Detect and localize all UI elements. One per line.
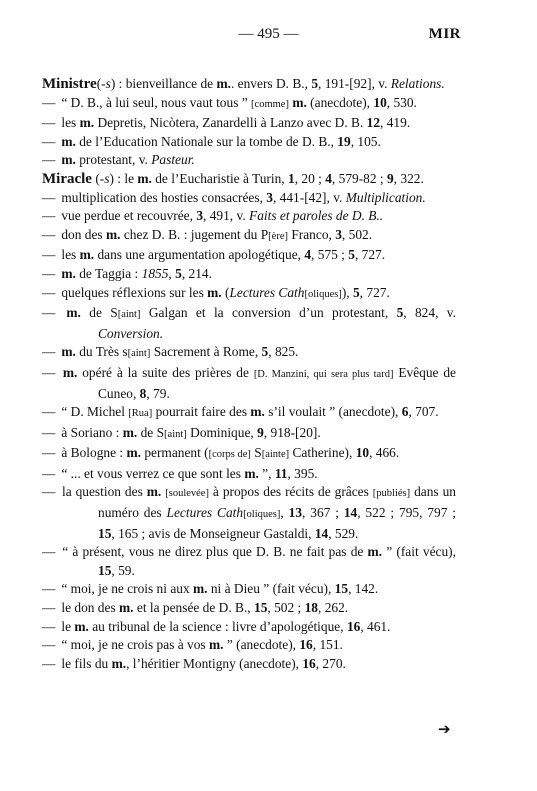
entry-text: , 395. [287, 465, 318, 481]
entry-text: , 918-[20]. [263, 424, 321, 440]
entry-text: “ D. Michel [61, 404, 129, 420]
index-subentry [42, 483, 456, 543]
index-subentry [42, 465, 456, 484]
entry-text: m. [74, 618, 89, 634]
entry-text: [ère] [268, 230, 288, 242]
entry-text: 15 [334, 581, 349, 597]
entry-text: [oliques] [304, 288, 342, 300]
entry-text: , 824, v. [403, 305, 456, 321]
entry-text: , 530. [386, 94, 417, 110]
entry-text: m. [207, 284, 222, 300]
entry-text: chez D. B. : jugement du P [120, 226, 269, 242]
entry-text: (anecdote), [306, 94, 374, 110]
entry-text: ( [221, 284, 230, 300]
entry-text: “ D. B., à lui seul, nous vaut tous ” [61, 94, 252, 110]
entry-dash: — [42, 94, 56, 110]
entry-text: m. [146, 484, 162, 500]
index-subentry [42, 114, 456, 133]
entry-dash: — [42, 208, 56, 224]
entry-text: [Rua] [128, 408, 153, 420]
entry-text: m. [367, 544, 383, 560]
entry-text: 16 [346, 618, 361, 634]
entry-text: m. [292, 94, 307, 110]
entry-text: 5 [352, 284, 360, 300]
entry-text: de l’Eucharistie à Turin, [151, 170, 288, 186]
index-subentry [42, 304, 456, 343]
entry-dash: — [42, 284, 56, 300]
entry-text: don des [61, 226, 106, 242]
entry-dash: — [42, 618, 56, 634]
entry-text: , 142. [348, 581, 379, 597]
running-head: MIR [428, 26, 461, 42]
entry-text: quelques réflexions sur les [61, 284, 208, 300]
entry-text: m. [79, 115, 95, 131]
entry-text: ) : [110, 76, 126, 91]
entry-text: [aint] [117, 309, 141, 321]
entry-dash: — [42, 424, 56, 440]
entry-dash: — [42, 305, 56, 321]
index-subentry [42, 133, 456, 152]
entry-dash: — [42, 581, 56, 597]
index-subentry [42, 94, 456, 115]
entry-text: multiplication des hosties consacrées, [61, 189, 267, 205]
entry-text: 14 [314, 525, 329, 541]
entry-text: “ moi, je ne crois ni aux [61, 581, 193, 597]
entry-text: “ à présent, vous ne direz plus que D. B. ne fait pas de [62, 544, 368, 560]
entry-text: , 825. [268, 344, 299, 360]
entry-text: , [280, 505, 289, 521]
index-subentry [42, 543, 456, 580]
page-number: — 495 — [238, 26, 299, 42]
entry-text: ” (fait vécu), [382, 544, 456, 560]
entry-text: s’il voulait ” (anecdote), [264, 404, 402, 420]
entry-text: du Très s [75, 344, 128, 360]
index-subentry [42, 207, 456, 226]
entry-text: , 575 ; [311, 247, 349, 263]
entry-text: s [104, 170, 110, 186]
entry-text: Franco, [287, 226, 336, 242]
entry-text: 12 [366, 115, 381, 131]
entry-text: , 529. [328, 525, 359, 541]
entry-text: 10 [355, 445, 370, 461]
index-entries [42, 75, 456, 673]
entry-dash: — [42, 655, 56, 671]
entry-text: m. [79, 247, 95, 263]
entry-text: opéré à la suite des prières de [77, 364, 254, 380]
index-subentry [42, 580, 456, 599]
entry-text: , 727. [359, 284, 390, 300]
entry-text: , 151. [312, 637, 343, 653]
entry-text: 13 [288, 505, 303, 521]
index-subentry [42, 403, 456, 424]
entry-dash: — [42, 600, 56, 616]
entry-text: , 466. [369, 445, 400, 461]
entry-dash: — [42, 465, 56, 481]
entry-text: Depretis, Nicòtera, Zanardelli à Lanzo avec D. B. [94, 115, 367, 131]
entry-text: m. [244, 465, 259, 481]
entry-text: Lectures Cath [229, 284, 305, 300]
entry-text: [soulevée] [165, 488, 209, 500]
index-subentry [42, 618, 456, 637]
index-subentry [42, 265, 456, 284]
entry-text: , [168, 265, 176, 281]
entry-text: , 214. [181, 265, 212, 281]
entry-text: 11 [274, 465, 288, 481]
entry-text: 5 [396, 305, 404, 321]
entry-text: , 707. [408, 404, 439, 420]
entry-text: le don des [61, 600, 120, 616]
entry-text: à Soriano : [61, 424, 123, 440]
entry-text: les [61, 115, 80, 131]
entry-dash: — [42, 247, 56, 263]
entry-text: m. [122, 424, 138, 440]
entry-text: m. [61, 344, 76, 360]
entry-text: 1 [288, 170, 295, 186]
entry-text: Galgan et la conversion d’un protestant, [140, 305, 397, 321]
index-subentry [42, 189, 456, 208]
entry-text: et la pensée de D. B., [133, 600, 255, 616]
entry-text: [aint] [164, 428, 187, 440]
entry-dash: — [42, 115, 56, 131]
entry-text: (- [91, 170, 105, 186]
entry-text: . envers D. B., [230, 76, 312, 91]
entry-text: 9 [386, 170, 394, 186]
entry-text: Conversion. [98, 325, 164, 341]
entry-text: , 579-82 ; [331, 170, 387, 186]
entry-text: protestant, v. [75, 152, 152, 168]
entry-text: m. [111, 655, 127, 671]
entry-text: ” (anecdote), [223, 637, 300, 653]
entry-text: m. [66, 305, 81, 321]
index-subentry [42, 364, 456, 403]
entry-text: (- [96, 76, 106, 91]
entry-text: , 502. [341, 226, 373, 242]
entry-text: 5 [175, 265, 182, 281]
entry-text: 3 [196, 208, 204, 224]
entry-text: m. [250, 404, 265, 420]
index-subentry [42, 636, 456, 655]
entry-text: Lectures Cath [166, 505, 244, 521]
entry-dash: — [42, 364, 56, 380]
entry-text: “ ... et vous verrez ce que sont les [61, 465, 245, 481]
entry-text: m. [137, 170, 152, 186]
entry-text: 15 [254, 600, 268, 616]
index-subentry [42, 246, 456, 265]
entry-text: 1855 [141, 265, 169, 281]
entry-text: de Taggia : [75, 265, 142, 281]
entry-text: Dominique, [186, 424, 258, 440]
entry-text: Relations. [390, 76, 445, 91]
entry-text: , 367 ; [302, 505, 344, 521]
entry-dash: — [42, 226, 56, 242]
entry-text: bienveillance de [125, 76, 217, 91]
entry-text: 5 [261, 344, 269, 360]
entry-text: 8 [139, 385, 147, 401]
entry-text: 16 [302, 655, 316, 671]
entry-text: 14 [343, 505, 358, 521]
entry-text: 4 [325, 170, 332, 186]
entry-text: , 461. [360, 618, 391, 634]
entry-text: m. [193, 581, 208, 597]
entry-text: m. [62, 364, 78, 380]
entry-text: , 105. [350, 133, 381, 149]
entry-dash: — [42, 344, 56, 360]
entry-text: [publiés] [372, 488, 411, 500]
entry-text: , 522 ; 795, 797 ; [357, 505, 456, 521]
entry-text: [comme] [251, 98, 289, 110]
index-subentry [42, 226, 456, 247]
entry-text: , 191-[92], v. [318, 76, 391, 91]
entry-text: m. [209, 637, 224, 653]
index-subentry [42, 599, 456, 618]
entry-text: m. [216, 76, 231, 91]
entry-text: Catherine), [289, 445, 356, 461]
entry-text: Multiplication. [345, 189, 426, 205]
entry-text: [aint] [127, 348, 151, 360]
entry-text: 4 [304, 247, 312, 263]
entry-text: “ moi, je ne crois pas à vos [61, 637, 209, 653]
index-subentry [42, 655, 456, 674]
entry-text: m. [126, 445, 141, 461]
entry-text: [D. Manzini, qui sera plus tard] [253, 368, 394, 380]
entry-text: , 262. [318, 600, 349, 616]
entry-text: ), [341, 284, 353, 300]
index-headword-entry [42, 75, 456, 94]
entry-text: 16 [299, 637, 313, 653]
entry-dash: — [42, 637, 56, 653]
entry-text: , 491, v. [203, 208, 250, 224]
entry-text: à Bologne : [61, 445, 127, 461]
index-subentry [42, 343, 456, 364]
entry-text: Evêque de Cuneo, [98, 364, 456, 401]
index-headword-entry [42, 170, 456, 189]
entry-text: , 270. [315, 655, 346, 671]
entry-dash: — [42, 404, 56, 420]
entry-text: 19 [337, 133, 351, 149]
entry-text: 10 [373, 94, 387, 110]
entry-dash: — [42, 152, 56, 168]
entry-text: , 79. [146, 385, 170, 401]
entry-text: m. [61, 265, 76, 281]
entry-text: de S [80, 305, 118, 321]
entry-dash: — [42, 544, 56, 560]
entry-text: Sacrement à Rome, [150, 344, 262, 360]
entry-text: [corps de] [208, 449, 251, 461]
entry-text: 15 [98, 525, 112, 541]
entry-text: , 502 ; [267, 600, 305, 616]
entry-text: dans une argumentation apologétique, [94, 247, 305, 263]
continue-arrow-icon: ➔ [438, 722, 451, 738]
entry-text: , 322. [393, 170, 424, 186]
entry-text: m. [106, 226, 121, 242]
entry-text: [ainte] [261, 449, 290, 461]
entry-text: 5 [348, 247, 355, 263]
entry-text: 3 [266, 189, 273, 205]
entry-text: , 20 ; [294, 170, 326, 186]
index-subentry [42, 284, 456, 305]
index-subentry [42, 424, 456, 445]
entry-text: permanent ( [140, 445, 209, 461]
entry-text: le [61, 618, 75, 634]
entry-text: , 165 ; avis de Monseigneur Gastaldi, [111, 525, 315, 541]
entry-text: ”, [258, 465, 275, 481]
entry-text: 18 [304, 600, 318, 616]
entry-text: Miracle [42, 170, 92, 187]
entry-text: , l’héritier Montigny (anecdote), [126, 655, 303, 671]
entry-text: m. [61, 133, 76, 149]
entry-text: , 419. [380, 115, 411, 131]
entry-text: , 59. [111, 562, 135, 578]
entry-text: 5 [311, 76, 319, 91]
entry-text: , 727. [354, 247, 386, 263]
entry-text: s [105, 76, 111, 91]
entry-text: m. [119, 600, 134, 616]
entry-text: 6 [401, 404, 409, 420]
entry-text: pourrait faire des [152, 404, 251, 420]
entry-text: la question des [61, 484, 147, 500]
page-header [0, 26, 537, 46]
entry-text: dans un numéro des [98, 484, 456, 521]
entry-text: le fils du [61, 655, 112, 671]
entry-dash: — [42, 484, 56, 500]
entry-text: Pasteur. [151, 152, 195, 168]
entry-text: Ministre [42, 76, 97, 92]
entry-text: à propos des récits de grâces [208, 484, 373, 500]
entry-text: [oliques] [243, 509, 281, 521]
entry-text: au tribunal de la science : livre d’apologétique, [88, 618, 347, 634]
entry-text: 3 [335, 226, 342, 242]
entry-text: de l’Education Nationale sur la tombe de D. B., [75, 133, 338, 149]
entry-text: S [250, 445, 262, 461]
entry-text: , 441-[42], v. [272, 189, 346, 205]
entry-text: vue perdue et recouvrée, [61, 208, 197, 224]
entry-text: m. [61, 152, 76, 168]
entry-dash: — [42, 189, 56, 205]
entry-dash: — [42, 445, 56, 461]
entry-text: Faits et paroles de D. B.. [249, 208, 384, 224]
entry-dash: — [42, 265, 56, 281]
entry-text: 9 [257, 424, 264, 440]
entry-text: ) : le [109, 170, 138, 186]
entry-text: de S [137, 424, 165, 440]
index-subentry [42, 151, 456, 170]
entry-dash: — [42, 133, 56, 149]
entry-text: ni à Dieu ” (fait vécu), [207, 581, 335, 597]
entry-text: 15 [98, 562, 112, 578]
entry-text: les [61, 247, 80, 263]
index-subentry [42, 444, 456, 465]
